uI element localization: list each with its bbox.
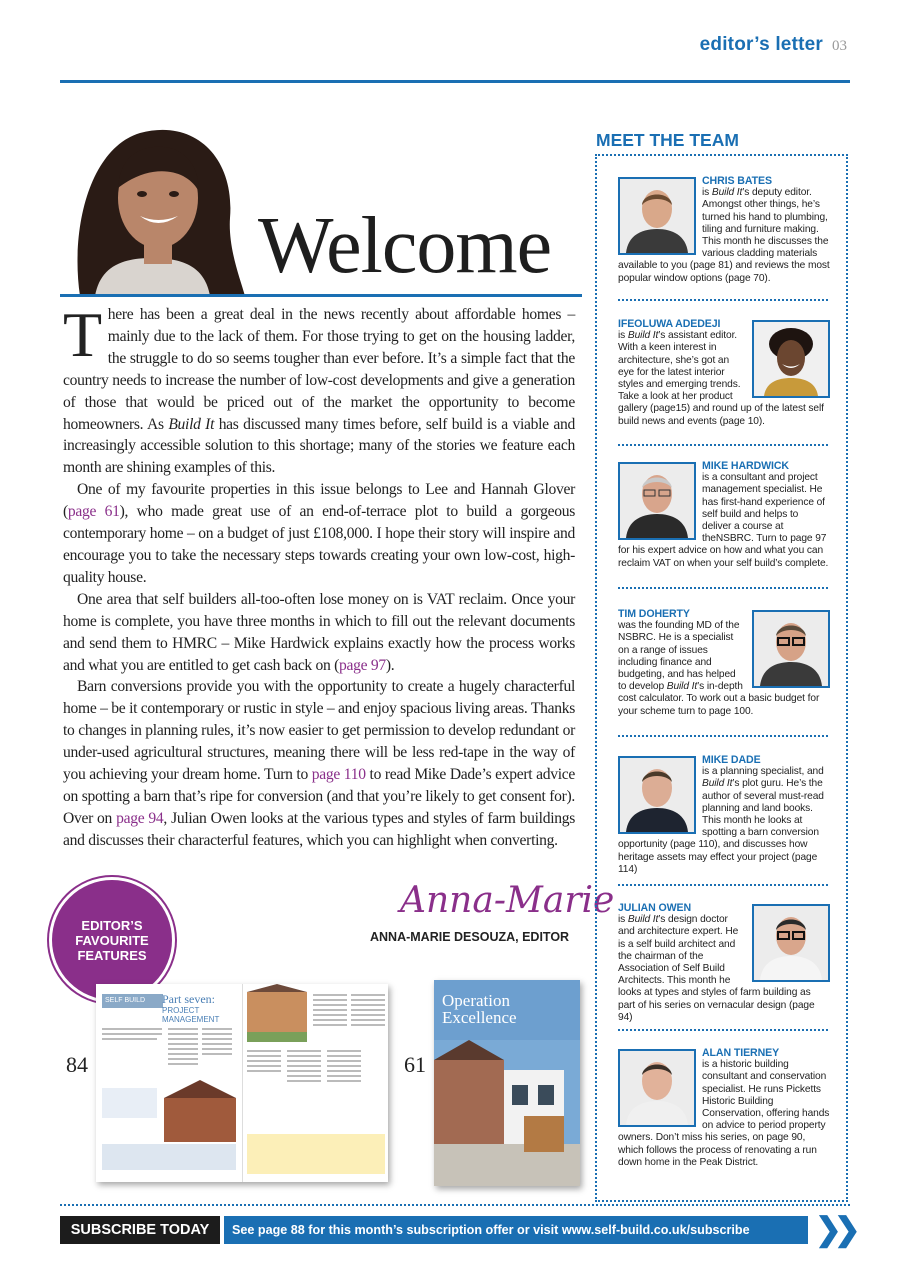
- editor-portrait: [60, 118, 245, 296]
- editor-letter-body: [63, 299, 576, 852]
- header-rule: [60, 80, 850, 83]
- paragraph-4: Barn conversions provide you with the opportunity to create a hugely characterful home – be it contemporary or rustic in style – and enjoy spacious living areas. Thanks to changes in planning rules, it’s now easier to get permission to develop redundant or under-used agricultural structures, meaning there will be less red-tape in the way of you achieving your dream home. Turn to page 110 to read Mike Dade’s expert advice on spotting a barn that’s ripe for conversion (and that you’re likely to get consent for). Over on page 94, Julian Owen looks at the various types and styles of farm buildings and discusses their characterful features, which you can highlight when converting.: [63, 678, 576, 849]
- team-member-mike-hardwick: MIKE HARDWICK is a consultant and project management specialist. He has first-hand experience of self build and helps to deliver a course at theNSBRC. Turn to page 97 for his expert advice on how and what you can reclaim VAT on when your self build’s complete.: [618, 460, 829, 569]
- subscribe-url[interactable]: www.self-build.co.uk/subscribe: [561, 1223, 750, 1237]
- feature-spread-operation-excellence[interactable]: [434, 980, 580, 1186]
- team-photo: [752, 610, 830, 688]
- team-separator: [618, 1029, 828, 1031]
- team-photo: [752, 320, 830, 398]
- feature-kicker: SELF BUILD: [102, 994, 163, 1008]
- team-member-ifeoluwa-adedeji: IFEOLUWA ADEDEJI is Build It’s assistant editor. With a keen interest in architecture, she’s got an eye for the latest interior styles and emerging trends. Take a look at her product gallery (page15) and round up of the latest self build news and events (page 10).: [618, 318, 830, 428]
- feature-subheading: PROJECT MANAGEMENT: [162, 1006, 220, 1024]
- team-separator: [618, 735, 828, 737]
- feature-heading: Part seven:: [162, 992, 215, 1006]
- favourite-features-badge: EDITOR’S FAVOURITE FEATURES: [52, 880, 172, 1000]
- editor-signature: Anna-Marie: [400, 880, 615, 921]
- paragraph-2: One of my favourite properties in this issue belongs to Lee and Hannah Glover (page 61), who made great use of an end-of-terrace plot to build a gorgeous contemporary home – on a budget of just £108,000. I hope their story will inspire and encourage you to take the necessary steps towards creating your own low-cost, high-quality house.: [63, 481, 575, 586]
- team-photo: [752, 904, 830, 982]
- page-link[interactable]: page 97: [339, 656, 386, 674]
- editor-name: ANNA-MARIE DESOUZA, EDITOR: [370, 930, 570, 944]
- team-member-tim-doherty: TIM DOHERTY was the founding MD of the NSBRC. He is a specialist on a range of issues including finance and budgeting, and has helped to develop Build It’s in-depth cost calculator. To work out a basic budget for your scheme turn to page 100.: [618, 608, 830, 718]
- feature-page-number: 61: [404, 1052, 426, 1077]
- team-member-julian-owen: JULIAN OWEN is Build It’s design doctor and architecture expert. He is a self build architect and the chairman of the Association of Self Build Architects. This month he looks at types and styles of farm building as part of his series on vernacular design (page 94): [618, 902, 830, 1024]
- page-link[interactable]: page 110: [311, 766, 366, 784]
- team-photo: [618, 1049, 696, 1127]
- feature-page-number: 84: [66, 1052, 88, 1077]
- team-photo: [618, 462, 696, 540]
- section-title: editor’s letter: [699, 34, 823, 55]
- team-separator: [618, 444, 828, 446]
- subscribe-banner[interactable]: See page 88 for this month’s subscription offer or visit www.self-build.co.uk/subscribe: [224, 1216, 808, 1244]
- paragraph-3: One area that self builders all-too-often lose money on is VAT reclaim. Once your home is complete, you have three months in which to fill out the relevant documents and send them to HMRC – Mike Hardwick explains exactly how the process works and what you are entitled to get cash back on (page 97).: [63, 590, 575, 674]
- team-photo: [618, 177, 696, 255]
- welcome-rule: [60, 294, 582, 297]
- team-member-chris-bates: CHRIS BATES is Build It’s deputy editor. Amongst other things, he’s turned his hand to plumbing, tiling and furniture making. This month he discusses the various cladding materials available to you (page 81) and reviews the most popular window options (page 70).: [618, 175, 830, 284]
- double-chevron-right-icon[interactable]: ❯❯: [815, 1211, 853, 1247]
- welcome-heading: Welcome: [258, 202, 552, 290]
- team-member-alan-tierney: ALAN TIERNEY is a historic building consultant and conservation specialist. He runs Picketts Historic Building Conservation, offering hands on advice to period property owners. Don’t miss his series, on page 90, which follows the process of renovating a run down home in the Peak District.: [618, 1047, 830, 1168]
- team-separator: [618, 299, 828, 301]
- subscribe-label[interactable]: SUBSCRIBE TODAY: [60, 1216, 220, 1244]
- team-member-mike-dade: MIKE DADE is a planning specialist, and Build It’s plot guru. He’s the author of several must-read planning and land books. This month he looks at spotting a barn conversion opportunity (page 110), and discusses how heritage assets may effect your project (page 114): [618, 754, 824, 875]
- team-title: MEET THE TEAM: [596, 130, 739, 150]
- bottom-separator: [60, 1204, 850, 1206]
- team-separator: [618, 884, 828, 886]
- page-link[interactable]: page 94: [116, 809, 164, 827]
- team-separator: [618, 587, 828, 589]
- page-number: 03: [832, 38, 847, 54]
- feature-spread-project-management[interactable]: [96, 984, 388, 1182]
- team-photo: [618, 756, 696, 834]
- paragraph-1: There has been a great deal in the news recently about affordable homes – mainly due to the lack of them. For those trying to get on the housing ladder, the struggle to do so seems tougher than ever before. It’s a simple fact that the country needs to increase the number of low-cost developments and give a generation of those that would be priced out of the market the opportunity to become homeowners. As Build It has discussed many times before, self build is a viable and increasingly accessible solution to this shortage; many of the stories we feature each month are shining examples of this.: [63, 299, 575, 477]
- feature-heading: Operation Excellence: [442, 991, 517, 1027]
- page-link[interactable]: page 61: [67, 503, 120, 521]
- drop-cap: T: [63, 299, 102, 370]
